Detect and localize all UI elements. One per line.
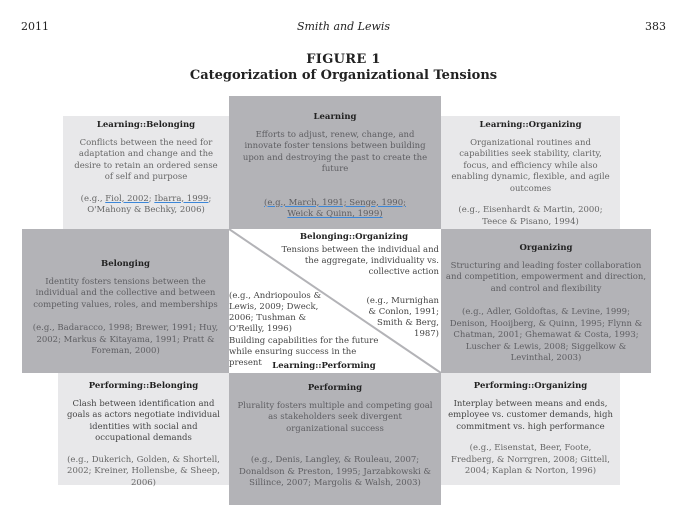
cell-title: Learning xyxy=(313,112,357,122)
cell-title: Performing::Belonging xyxy=(88,381,199,391)
cell-title: Belonging xyxy=(101,259,150,269)
cell-description: Efforts to adjust, renew, change, and innovate foster tensions between building upon and destroying the past to create the future xyxy=(242,129,428,174)
cell-description-bottom: Building capabilities for the future while ensuring success in the present xyxy=(229,336,379,368)
cell-learning-belonging xyxy=(63,116,229,229)
cell-belonging xyxy=(22,229,229,373)
ref-fiol: Fiol, 2002 xyxy=(105,193,149,204)
figure-number: FIGURE 1 xyxy=(306,52,381,67)
cell-references: (e.g., Denis, Langley, & Rouleau, 2007; Donaldson & Preston, 1995; Jarzabkowski & Sillince, 2007; Margolis & Walsh, 2003) xyxy=(239,455,431,488)
cell-references: (e.g., Adler, Goldoftas, & Levine, 1999; Denison, Hooijberg, & Quinn, 1995; Flynn & Chatman, 2001; Ghemawat & Costa, 1993; Luscher & Lewis, 2008; Siggelkow & Levinthal, 2003) xyxy=(449,307,643,363)
cell-performing-organizing xyxy=(441,373,620,485)
ref-ibarra: Ibarra, 1999 xyxy=(154,193,209,204)
cell-learning xyxy=(229,96,441,229)
cell-belonging-organizing xyxy=(229,229,441,373)
cell-description: Conflicts between the need for adaptation and change and the desire to retain an ordered sense of self and purpose xyxy=(74,137,218,182)
cell-description: Identity fosters tensions between the individual and the collective and between competing values, roles, and memberships xyxy=(33,276,218,310)
cell-references xyxy=(69,194,223,217)
cell-description: Plurality fosters multiple and competing goal as stakeholders seek divergent organizational success xyxy=(237,400,433,434)
cell-description: Interplay between means and ends, employee vs. customer demands, high commitment vs. high performance xyxy=(448,398,613,432)
ref-prefix: (e.g., xyxy=(80,193,106,204)
cell-description: Structuring and leading foster collaboration and competition, empowerment and direction, and control and flexibility xyxy=(445,260,647,294)
cell-learning-organizing xyxy=(441,116,620,229)
cell-title: Performing xyxy=(307,383,363,393)
cell-description: Organizational routines and capabilities seek stability, clarity, focus, and efficiency while also enabling dynamic, flexible, and agile outcomes xyxy=(451,137,610,194)
cell-performing-belonging xyxy=(58,373,229,488)
cell-bottom-title: Learning::Performing xyxy=(272,361,376,371)
cell-title: Performing::Organizing xyxy=(473,381,588,391)
header-year: 2011 xyxy=(21,20,49,33)
ref-rest: ; O'Mahony & Bechky, 2006) xyxy=(87,193,212,215)
ref-sep: ; xyxy=(148,193,155,204)
cell-references: (e.g., Eisenhardt & Martin, 2000; Teece & Pisano, 1994) xyxy=(458,205,603,227)
ref-text: (e.g., March, 1991; Senge, 1990; Weick & Quinn, 1999) xyxy=(264,197,406,219)
cell-references: (e.g., Dukerich, Golden, & Shortell, 2002; Kreiner, Hollensbe, & Sheep, 2006) xyxy=(67,454,220,488)
cell-title: Belonging::Organizing xyxy=(299,232,409,242)
cell-title: Organizing xyxy=(519,243,573,253)
cell-description-top: Tensions between the individual and the aggregate, individuality vs. collective action xyxy=(281,245,439,277)
cell-references xyxy=(237,198,433,221)
cell-title: Learning::Belonging xyxy=(96,120,196,130)
cell-references: (e.g., Eisenstat, Beer, Foote, Fredberg, & Norrgren, 2008; Gittell, 2004; Kaplan & Norton, 1996) xyxy=(451,443,610,476)
cell-organizing xyxy=(441,229,651,373)
header-page-number: 383 xyxy=(645,20,666,33)
cell-references-right: (e.g., Murnighan & Conlon, 1991; Smith & Berg, 1987) xyxy=(366,296,439,339)
cell-references: (e.g., Badaracco, 1998; Brewer, 1991; Huy, 2002; Markus & Kitayama, 1991; Pratt & Foreman, 2000) xyxy=(32,323,219,356)
cell-references-left: (e.g., Andriopoulos & Lewis, 2009; Dweck, 2006; Tushman & O'Reilly, 1996) xyxy=(229,291,322,334)
cell-performing xyxy=(229,373,441,505)
cell-title: Learning::Organizing xyxy=(479,120,582,130)
figure-title: Categorization of Organizational Tensions xyxy=(189,68,498,83)
header-authors: Smith and Lewis xyxy=(296,20,391,33)
cell-description: Clash between identification and goals as actors negotiate individual identities with social and occupational demands xyxy=(66,398,221,443)
